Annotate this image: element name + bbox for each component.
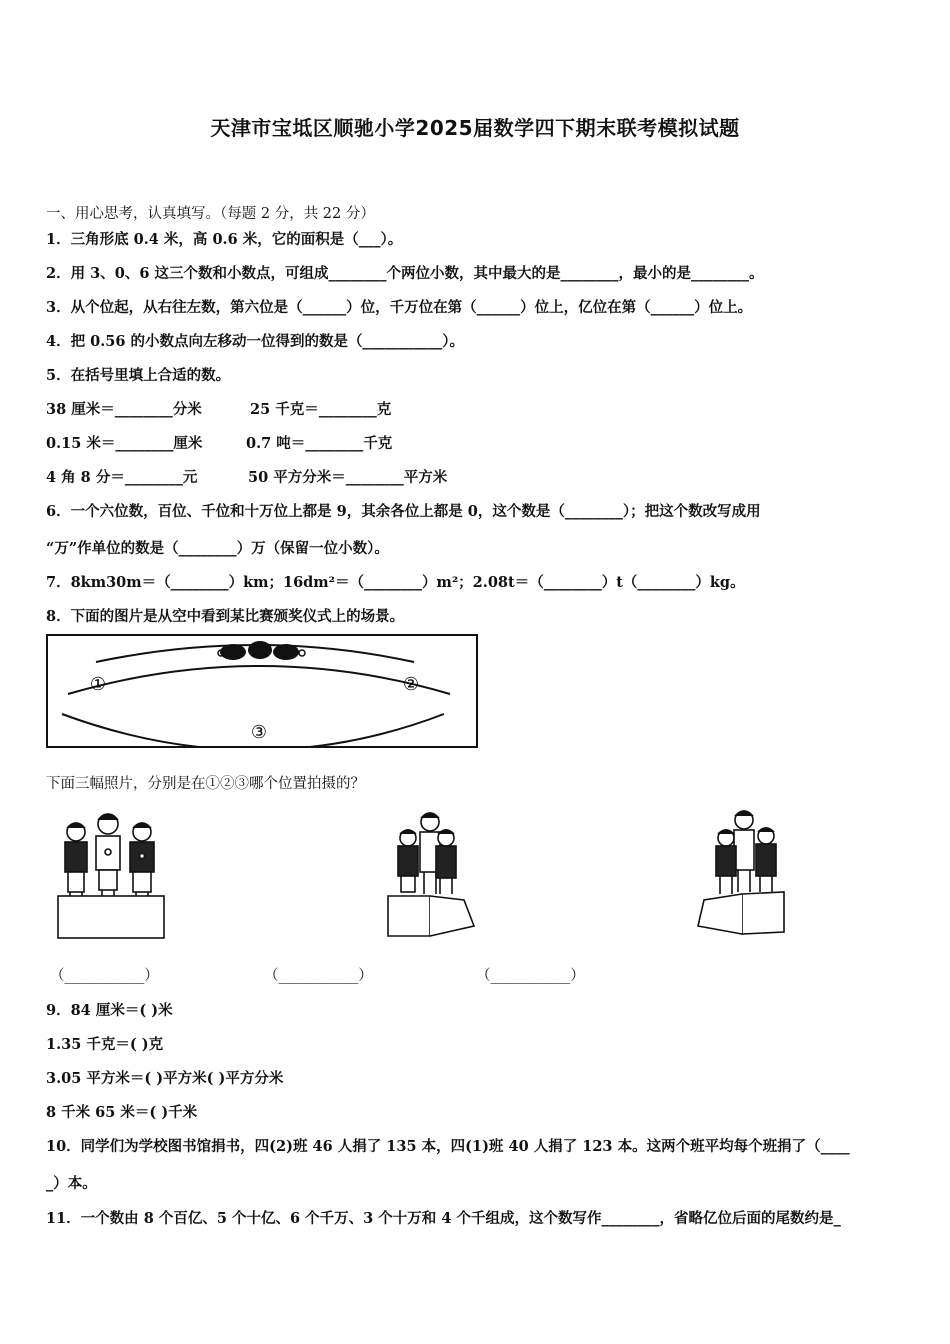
aerial-view-diagram xyxy=(46,634,478,748)
q5-item: 38 厘米＝________分米 xyxy=(46,401,202,418)
q5-item: 0.15 米＝________厘米 xyxy=(46,435,203,452)
q5-row xyxy=(46,466,447,487)
photo-3-answer[interactable]: （___________） xyxy=(476,968,585,984)
question-9-item: 8 千米 65 米＝( )千米 xyxy=(46,1104,198,1121)
q5-item: 50 平方分米＝________平方米 xyxy=(248,469,448,486)
photo-2-illustration xyxy=(386,808,478,940)
question-2: 2．用 3、0、6 这三个数和小数点，可组成________个两位小数，其中最大的是________，最小的是________。 xyxy=(46,265,764,282)
q5-row xyxy=(46,432,392,453)
question-9-item: 1.35 千克＝( )克 xyxy=(46,1036,164,1053)
position-3-mark: ③ xyxy=(250,722,268,743)
photo-1-answer[interactable]: （___________） xyxy=(50,968,159,984)
question-3: 3．从个位起，从右往左数，第六位是（______）位，千万位在第（______）位上，亿位在第（______）位上。 xyxy=(46,299,753,316)
question-6: 6．一个六位数，百位、千位和十万位上都是 9，其余各位上都是 0，这个数是（________）；把这个数改写成用 xyxy=(46,503,761,520)
question-9-item: 3.05 平方米＝( )平方米( )平方分米 xyxy=(46,1070,284,1087)
question-4: 4．把 0.56 的小数点向左移动一位得到的数是（___________）。 xyxy=(46,333,464,350)
podium xyxy=(58,896,164,938)
section-heading: 一、用心思考，认真填写。（每题 2 分，共 22 分） xyxy=(46,206,375,222)
question-7: 7．8km30m＝（________）km；16dm²＝（________）m²；2.08t＝（________）t（________）kg。 xyxy=(46,574,745,591)
question-8-sub: 下面三幅照片，分别是在①②③哪个位置拍摄的？ xyxy=(46,776,365,792)
question-6-cont: “万”作单位的数是（________）万（保留一位小数）。 xyxy=(46,540,389,557)
q5-item: 0.7 吨＝________千克 xyxy=(246,435,393,452)
question-11: 11．一个数由 8 个百亿、5 个十亿、6 个千万、3 个十万和 4 个千组成，这个数写作________，省略亿位后面的尾数约是_ xyxy=(46,1210,841,1227)
photo-1-illustration xyxy=(56,808,168,940)
question-9: 9．84 厘米＝( )米 xyxy=(46,1002,173,1019)
photo-2-answer[interactable]: （___________） xyxy=(264,968,373,984)
q5-item: 25 千克＝________克 xyxy=(250,401,392,418)
question-8: 8．下面的图片是从空中看到某比赛颁奖仪式上的场景。 xyxy=(46,608,405,625)
question-10-cont: _）本。 xyxy=(46,1175,97,1192)
position-1-mark: ① xyxy=(89,674,107,695)
photo-3-illustration xyxy=(696,808,788,940)
q5-row xyxy=(46,398,391,419)
question-10: 10．同学们为学校图书馆捐书，四(2)班 46 人捐了 135 本，四(1)班 40 人捐了 123 本。这两个班平均每个班捐了（____ xyxy=(46,1138,850,1155)
question-1: 1．三角形底 0.4 米，高 0.6 米，它的面积是（___）。 xyxy=(46,231,403,248)
position-2-mark: ② xyxy=(402,674,420,695)
q5-item: 4 角 8 分＝________元 xyxy=(46,469,198,486)
page-title: 天津市宝坻区顺驰小学2025届数学四下期末联考模拟试题 xyxy=(210,116,740,140)
question-5: 5．在括号里填上合适的数。 xyxy=(46,367,231,384)
